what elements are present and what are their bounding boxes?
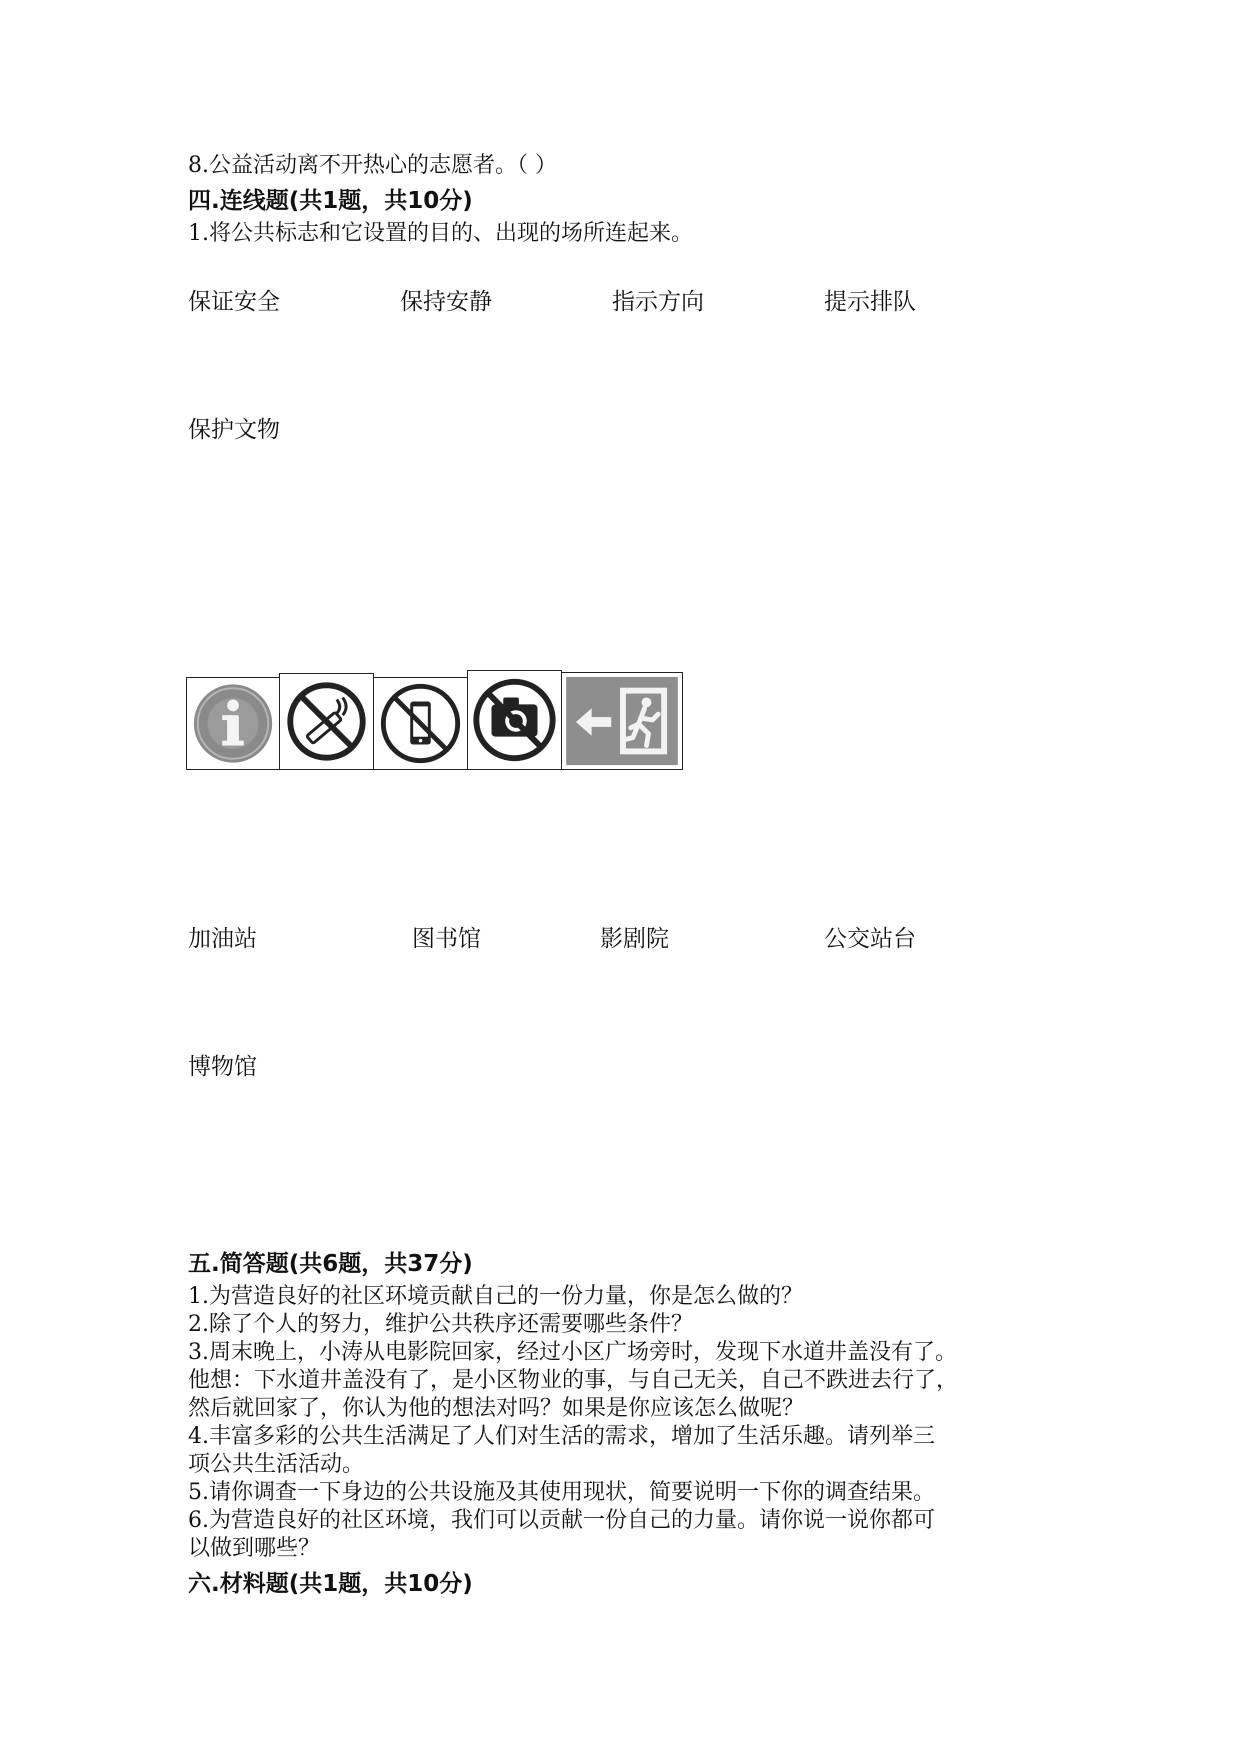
- emergency-exit-sign-icon: [561, 672, 683, 770]
- no-photography-sign-icon: [467, 670, 562, 770]
- purpose-ensure-safety: 保证安全: [188, 289, 280, 315]
- no-mobile-phone-sign-icon: [373, 677, 468, 770]
- purpose-keep-quiet: 保持安静: [400, 289, 492, 315]
- section-5-line: 5.请你调查一下身边的公共设施及其使用现状，简要说明一下你的调查结果。: [188, 1480, 935, 1505]
- section-5-line: 然后就回家了，你认为他的想法对吗？如果是你应该怎么做呢？: [188, 1396, 805, 1421]
- section-5-line: 项公共生活活动。: [188, 1452, 365, 1477]
- purpose-protect-relics: 保护文物: [188, 417, 280, 443]
- section-5-line: 6.为营造良好的社区环境，我们可以贡献一份自己的力量。请你说一说你都可: [188, 1508, 935, 1533]
- purpose-queue-reminder: 提示排队: [824, 289, 916, 315]
- place-bus-stop: 公交站台: [824, 926, 916, 952]
- section-5-line: 3.周末晚上，小涛从电影院回家，经过小区广场旁时，发现下水道井盖没有了。: [188, 1340, 957, 1365]
- section-4-question: 1.将公共标志和它设置的目的、出现的场所连起来。: [188, 221, 693, 246]
- place-gas-station: 加油站: [188, 926, 257, 952]
- question-8: 8.公益活动离不开热心的志愿者。（ ）: [188, 153, 557, 178]
- section-5-heading: 五.简答题(共6题，共37分): [188, 1251, 473, 1277]
- section-5-line: 以做到哪些？: [188, 1536, 321, 1561]
- no-smoking-sign-icon: [279, 673, 374, 770]
- place-theater: 影剧院: [600, 926, 669, 952]
- section-4-heading: 四.连线题(共1题，共10分): [188, 188, 473, 214]
- section-6-heading: 六.材料题(共1题，共10分): [188, 1571, 473, 1597]
- section-5-line: 1.为营造良好的社区环境贡献自己的一份力量，你是怎么做的？: [188, 1284, 803, 1309]
- place-museum: 博物馆: [188, 1054, 257, 1080]
- information-sign-icon: [186, 677, 280, 770]
- section-5-line: 2.除了个人的努力，维护公共秩序还需要哪些条件？: [188, 1312, 693, 1337]
- place-library: 图书馆: [412, 926, 481, 952]
- section-5-line: 他想：下水道井盖没有了，是小区物业的事，与自己无关，自己不跌进去行了，: [188, 1368, 959, 1393]
- section-5-line: 4.丰富多彩的公共生活满足了人们对生活的需求，增加了生活乐趣。请列举三: [188, 1424, 935, 1449]
- purpose-give-directions: 指示方向: [612, 289, 704, 315]
